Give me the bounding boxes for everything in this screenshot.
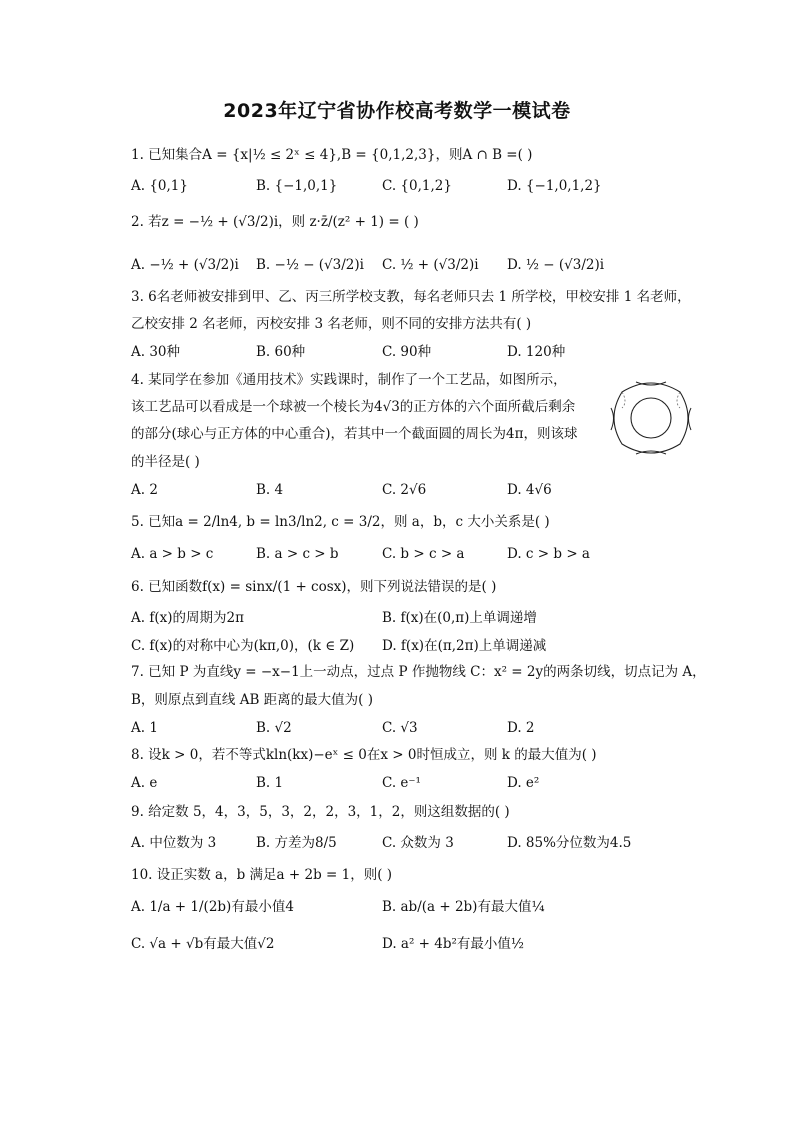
- question-5-option-a: A. a > b > c: [131, 546, 214, 562]
- question-4-option-a: A. 2: [131, 482, 158, 498]
- question-7-text-line-1: 7. 已知 P 为直线y = −x−1上一动点，过点 P 作抛物线 C：x² = 2y的两条切线，切点记为 A，: [131, 664, 706, 680]
- question-9-text: 9. 给定数 5，4，3，5，3，2，2，3，1，2，则这组数据的( ): [131, 804, 510, 820]
- question-1-text: 1. 已知集合A = {x|½ ≤ 2ˣ ≤ 4},B = {0,1,2,3}，则A ∩ B =( ): [131, 147, 533, 163]
- question-4-option-b: B. 4: [256, 482, 284, 498]
- question-3-text-line-2: 乙校安排 2 名老师，丙校安排 3 名老师，则不同的安排方法共有( ): [131, 316, 532, 332]
- question-10-option-b: B. ab/(a + 2b)有最大值¼: [382, 899, 545, 915]
- question-5-option-b: B. a > c > b: [256, 546, 339, 562]
- question-5-option-c: C. b > c > a: [382, 546, 465, 562]
- question-9-option-a: A. 中位数为 3: [131, 835, 217, 851]
- question-5-text: 5. 已知a = 2/ln4, b = ln3/ln2, c = 3/2，则 a，b，c 大小关系是( ): [131, 514, 550, 530]
- question-2-option-b: B. −½ − (√3/2)i: [256, 257, 364, 273]
- question-2-option-a: A. −½ + (√3/2)i: [131, 257, 239, 273]
- question-6-text: 6. 已知函数f(x) = sinx/(1 + cosx)，则下列说法错误的是( ): [131, 579, 497, 595]
- question-1-option-b: B. {−1,0,1}: [256, 178, 338, 194]
- truncated-sphere-figure: [608, 378, 694, 458]
- question-10-option-c: C. √a + √b有最大值√2: [131, 936, 275, 952]
- question-3-option-d: D. 120种: [507, 344, 566, 360]
- question-8-text: 8. 设k > 0，若不等式kln(kx)−eˣ ≤ 0在x > 0时恒成立，则 k 的最大值为( ): [131, 747, 597, 763]
- question-2-option-c: C. ½ + (√3/2)i: [382, 257, 479, 273]
- question-1-option-a: A. {0,1}: [131, 178, 188, 194]
- question-6-option-c: C. f(x)的对称中心为(kπ,0)，(k ∈ Z): [131, 638, 355, 654]
- question-9-option-b: B. 方差为8/5: [256, 835, 337, 851]
- question-1-option-c: C. {0,1,2}: [382, 178, 452, 194]
- question-8-option-a: A. e: [131, 775, 158, 791]
- question-3-option-b: B. 60种: [256, 344, 306, 360]
- question-5-option-d: D. c > b > a: [507, 546, 590, 562]
- question-4-text-line-2: 该工艺品可以看成是一个球被一个棱长为4√3的正方体的六个面所截后剩余: [131, 399, 576, 415]
- question-10-text: 10. 设正实数 a，b 满足a + 2b = 1，则( ): [131, 867, 393, 883]
- question-7-option-a: A. 1: [131, 720, 158, 736]
- question-3-text-line-1: 3. 6名老师被安排到甲、乙、丙三所学校支教，每名老师只去 1 所学校，甲校安排 1 名老师，: [131, 289, 691, 305]
- question-8-option-c: C. e⁻¹: [382, 775, 421, 791]
- question-7-option-d: D. 2: [507, 720, 535, 736]
- question-3-option-a: A. 30种: [131, 344, 181, 360]
- question-4-text-line-1: 4. 某同学在参加《通用技术》实践课时，制作了一个工艺品，如图所示，: [131, 372, 567, 388]
- question-6-option-b: B. f(x)在(0,π)上单调递增: [382, 610, 537, 626]
- question-7-option-c: C. √3: [382, 720, 418, 736]
- question-8-option-d: D. e²: [507, 775, 540, 791]
- question-7-text-line-2: B，则原点到直线 AB 距离的最大值为( ): [131, 692, 373, 708]
- question-6-option-d: D. f(x)在(π,2π)上单调递减: [382, 638, 547, 654]
- question-3-option-c: C. 90种: [382, 344, 432, 360]
- question-2-text: 2. 若z = −½ + (√3/2)i，则 z·z̄/(z² + 1) = ( ): [131, 214, 419, 230]
- question-7-option-b: B. √2: [256, 720, 292, 736]
- question-10-option-d: D. a² + 4b²有最小值½: [382, 936, 525, 952]
- exam-title: 2023年辽宁省协作校高考数学一模试卷: [223, 100, 571, 122]
- question-1-option-d: D. {−1,0,1,2}: [507, 178, 602, 194]
- question-9-option-c: C. 众数为 3: [382, 835, 454, 851]
- question-4-text-line-3: 的部分(球心与正方体的中心重合)，若其中一个截面圆的周长为4π，则该球: [131, 426, 578, 442]
- question-2-option-d: D. ½ − (√3/2)i: [507, 257, 605, 273]
- question-4-option-d: D. 4√6: [507, 482, 552, 498]
- question-9-option-d: D. 85%分位数为4.5: [507, 835, 632, 851]
- question-10-option-a: A. 1/a + 1/(2b)有最小值4: [131, 899, 294, 915]
- question-6-option-a: A. f(x)的周期为2π: [131, 610, 244, 626]
- question-4-text-line-4: 的半径是( ): [131, 454, 200, 470]
- question-8-option-b: B. 1: [256, 775, 284, 791]
- question-4-option-c: C. 2√6: [382, 482, 427, 498]
